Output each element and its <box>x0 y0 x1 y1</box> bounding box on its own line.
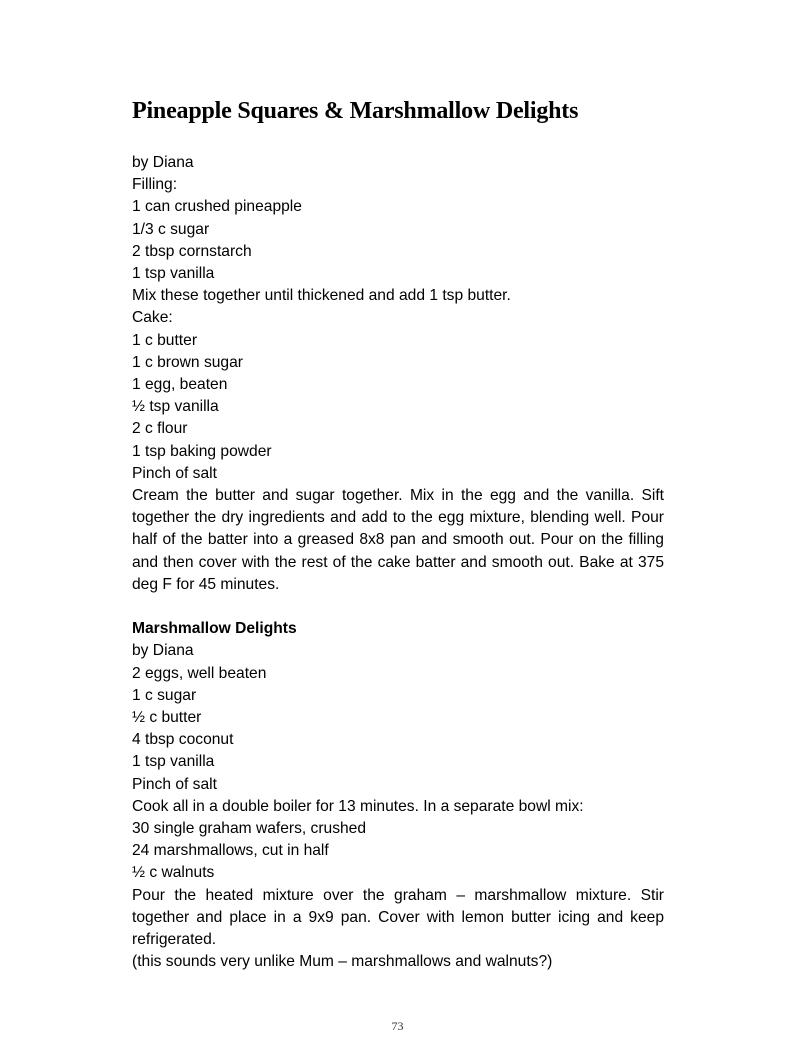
section-spacer <box>132 596 664 618</box>
page-title: Pineapple Squares & Marshmallow Delights <box>132 98 579 124</box>
ingredient-line: 1 c brown sugar <box>132 353 243 371</box>
marshmallow-author: by Diana <box>132 642 194 660</box>
pineapple-author: by Diana <box>132 154 194 171</box>
marshmallow-heading: Marshmallow Delights <box>132 620 297 638</box>
ingredient-line: 2 c flour <box>132 420 188 438</box>
ingredient-line: 1 tsp baking powder <box>132 442 272 460</box>
ingredient-line: 1 c sugar <box>132 686 197 704</box>
ingredient-line: 1 tsp vanilla <box>132 265 215 283</box>
ingredient-line: ½ c walnuts <box>132 864 215 882</box>
final-instructions: Pour the heated mixture over the graham – marshmallow mixture. Stir together and place in a 9x9 pan. Cover with lemon butter icing and keep refrigerated. <box>132 886 664 949</box>
ingredient-line: ½ tsp vanilla <box>132 398 219 416</box>
cake-heading: Cake: <box>132 309 173 327</box>
ingredient-line: 1 egg, beaten <box>132 376 228 394</box>
page-number: 73 <box>391 1019 404 1033</box>
ingredient-line: 2 eggs, well beaten <box>132 664 267 682</box>
recipe-body <box>132 152 664 974</box>
ingredient-line: Pinch of salt <box>132 775 217 793</box>
recipe-note: (this sounds very unlike Mum – marshmallows and walnuts?) <box>132 953 553 971</box>
ingredient-line: ½ c butter <box>132 709 202 727</box>
ingredient-line: 1 can crushed pineapple <box>132 198 302 216</box>
ingredient-line: 1 c butter <box>132 331 198 349</box>
ingredient-line: 24 marshmallows, cut in half <box>132 842 329 860</box>
ingredient-line: Pinch of salt <box>132 464 217 482</box>
cook-instruction: Cook all in a double boiler for 13 minutes. In a separate bowl mix: <box>132 797 584 815</box>
ingredient-line: 1/3 c sugar <box>132 220 210 238</box>
ingredient-line: 1 tsp vanilla <box>132 753 215 771</box>
ingredient-line: 4 tbsp coconut <box>132 731 234 749</box>
cake-instructions: Cream the butter and sugar together. Mix in the egg and the vanilla. Sift together the dry ingredients and add to the egg mixture, blending well. Pour half of the batter into a greased 8x8 pan and smooth out. Pour on the filling and then cover with the rest of the cake batter and smooth out. Bake at 375 deg F for 45 minutes. <box>132 487 664 593</box>
filling-instruction: Mix these together until thickened and add 1 tsp butter. <box>132 287 511 305</box>
ingredient-line: 2 tbsp cornstarch <box>132 242 252 260</box>
filling-heading: Filling: <box>132 176 178 194</box>
ingredient-line: 30 single graham wafers, crushed <box>132 820 367 838</box>
